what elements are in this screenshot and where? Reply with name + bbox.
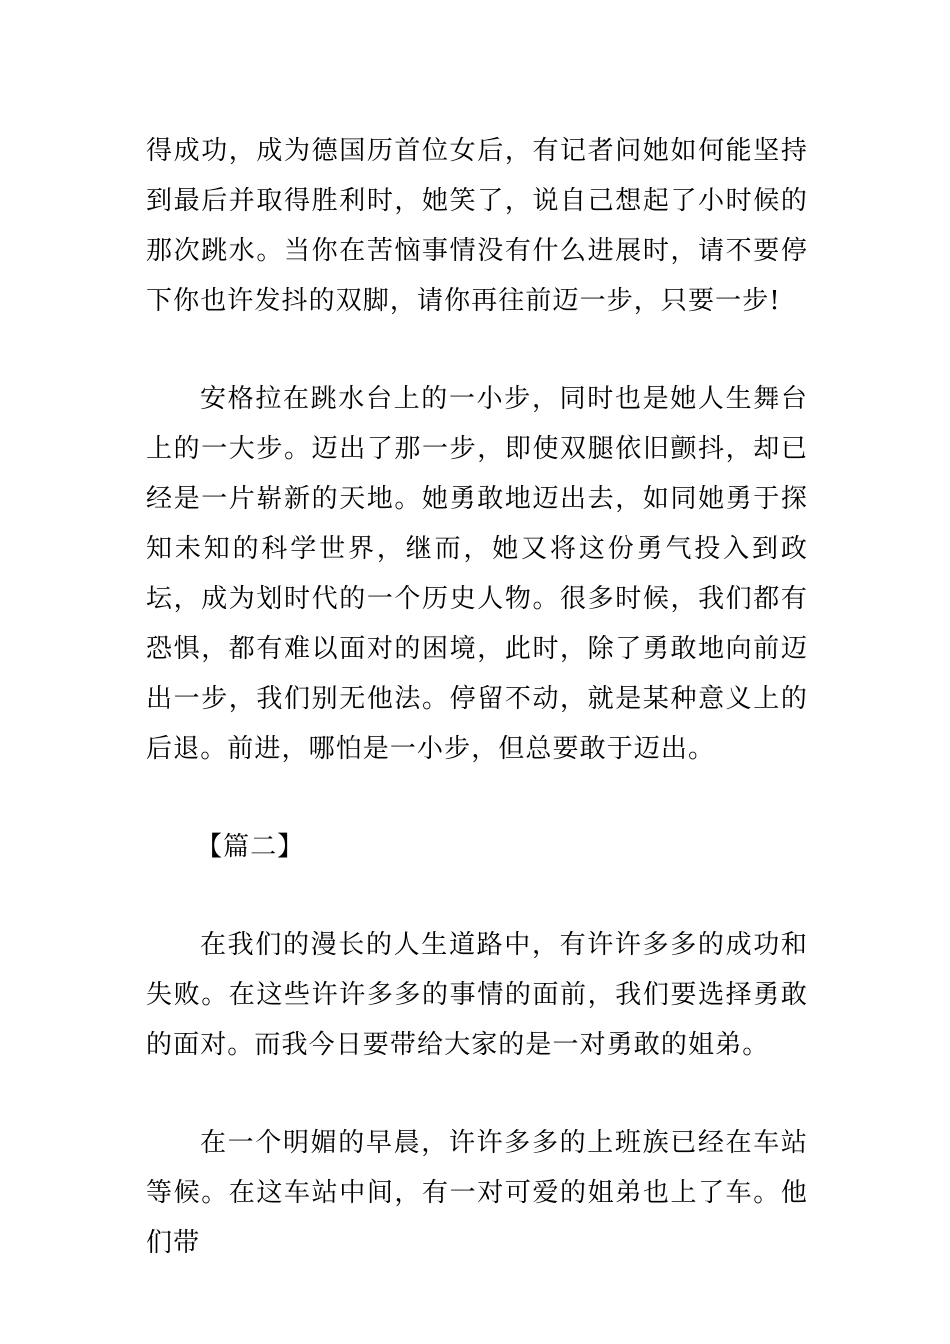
paragraph-1: 得成功，成为德国历首位女后，有记者问她如何能坚持到最后并取得胜利时，她笑了，说自己想起了小时候的那次跳水。当你在苦恼事情没有什么进展时，请不要停下你也许发抖的双脚，请你再往前迈一步，只要一步!	[146, 136, 808, 316]
paragraph-3: 在我们的漫长的人生道路中，有许许多多的成功和失败。在这些许许多多的事情的面前，我们要选择勇敢的面对。而我今日要带给大家的是一对勇敢的姐弟。	[146, 930, 808, 1060]
paragraph-4: 在一个明媚的早晨，许许多多的上班族已经在车站等候。在这车站中间，有一对可爱的姐弟也上了车。他们带	[146, 1128, 808, 1258]
section-heading: 【篇二】	[196, 832, 305, 862]
paragraph-2: 安格拉在跳水台上的一小步，同时也是她人生舞台上的一大步。迈出了那一步，即使双腿依旧颤抖，却已经是一片崭新的天地。她勇敢地迈出去，如同她勇于探知未知的科学世界，继而，她又将这份勇气投入到政坛，成为划时代的一个历史人物。很多时候，我们都有恐惧，都有难以面对的困境，此时，除了勇敢地向前迈出一步，我们别无他法。停留不动，就是某种意义上的后退。前进，哪怕是一小步，但总要敢于迈出。	[146, 384, 808, 764]
